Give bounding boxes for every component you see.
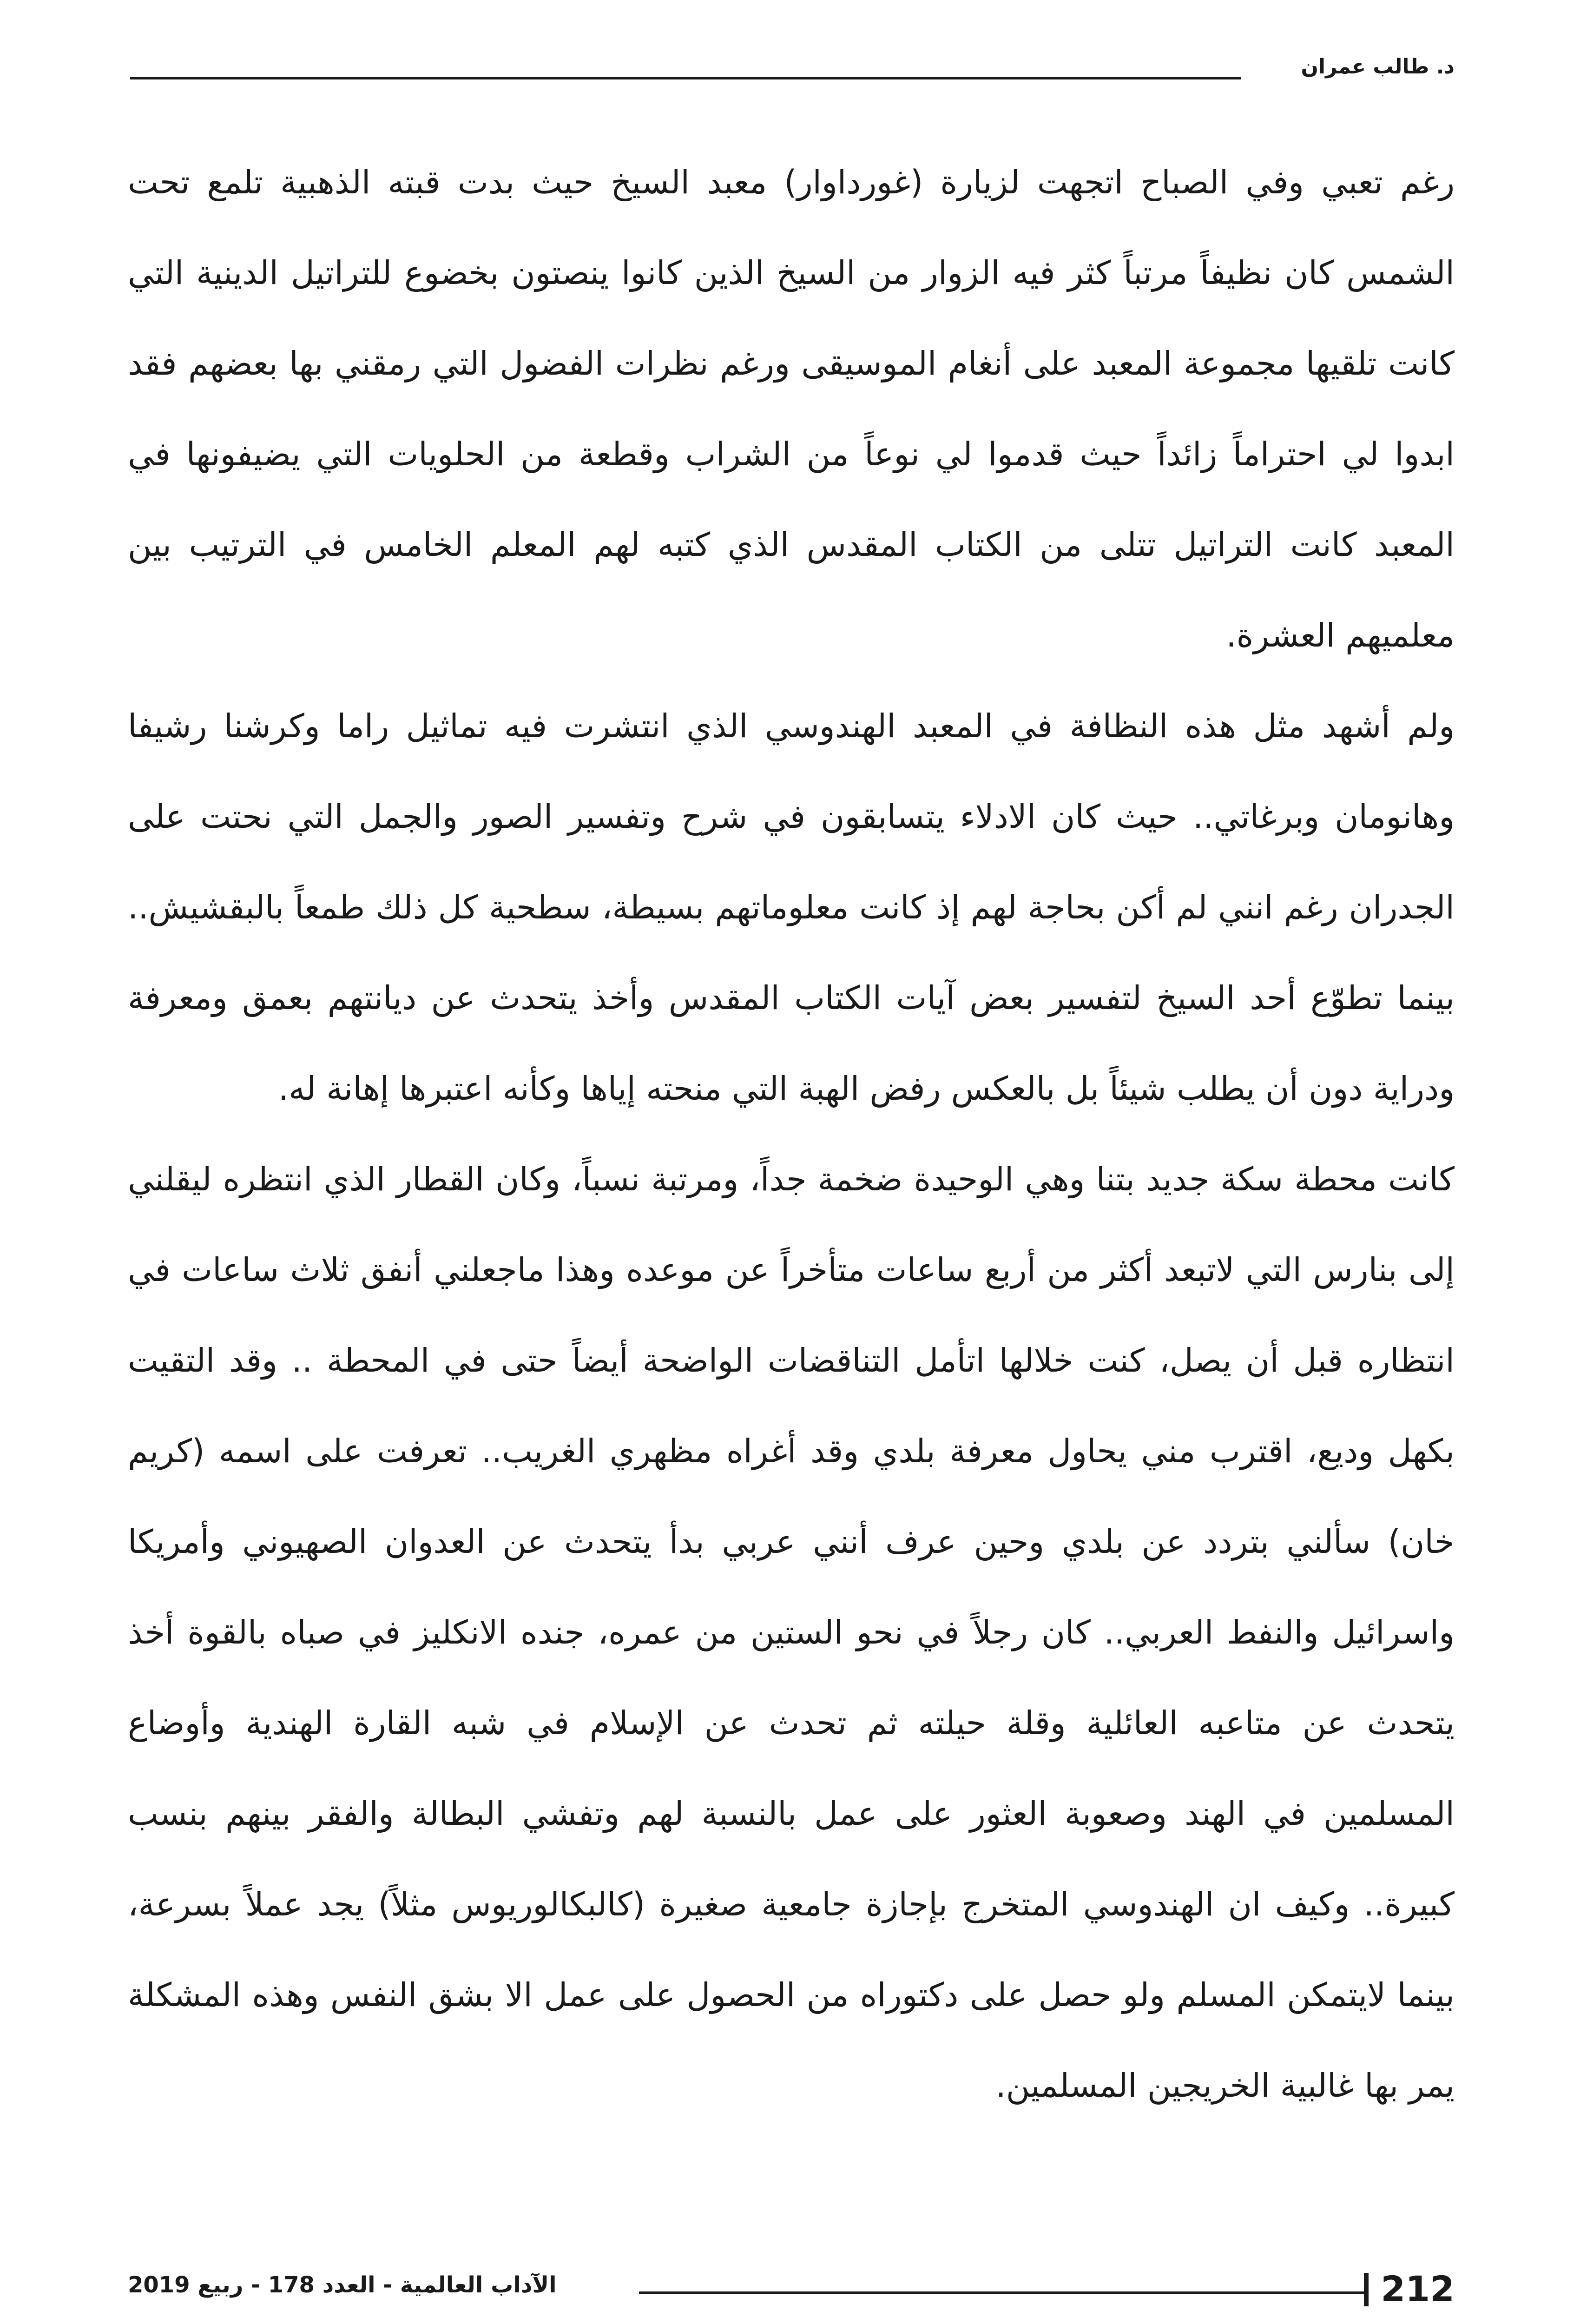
paragraph-1: رغم تعبي وفي الصباح اتجهت لزيارة (غورداوار) معبد السيخ حيث بدت قبته الذهبية تلمع تحت الشمس كان نظيفاً مرتباً كثر فيه الزوار من السيخ الذين كانوا ينصتون بخضوع للتراتيل الدينية التي كانت تلقيها مجموعة المعبد على أنغام الموسيقى ورغم نظرات الفضول التي رمقني بها بعضهم فقد ابدوا لي احتراماً زائداً حيث قدموا لي نوعاً من الشراب وقطعة من الحلويات التي يضيفونها في المعبد كانت التراتيل تتلى من الكتاب المقدس الذي كتبه لهم المعلم الخامس في الترتيب بين معلميهم العشرة. — [128, 163, 1455, 654]
header-rule — [130, 77, 1241, 79]
page-number-bar — [1364, 2273, 1369, 2306]
paragraph-3: كانت محطة سكة جديد بتنا وهي الوحيدة ضخمة جداً، ومرتبة نسباً، وكان القطار الذي انتظره ليقلني إلى بنارس التي لاتبعد أكثر من أربع ساعات متأخراً عن موعده وهذا ماجعلني أنفق ثلاث ساعات في انتظاره قبل أن يصل، كنت خلالها اتأمل التناقضات الواضحة أيضاً حتى في المحطة .. وقد التقيت بكهل وديع، اقترب مني يحاول معرفة بلدي وقد أغراه مظهري الغريب.. تعرفت على اسمه (كريم خان) سألني بتردد عن بلدي وحين عرف أنني عربي بدأ يتحدث عن العدوان الصهيوني وأمريكا واسرائيل والنفط العربي.. كان رجلاً في نحو الستين من عمره، جنده الانكليز في صباه بالقوة أخذ يتحدث عن متاعبه العائلية وقلة حيلته ثم تحدث عن الإسلام في شبه القارة الهندية وأوضاع المسلمين في الهند وصعوبة العثور على عمل بالنسبة لهم وتفشي البطالة والفقر بينهم بنسب كبيرة.. وكيف ان الهندوسي المتخرج بإجازة جامعية صغيرة (كالبكالوريوس مثلاً) يجد عملاً بسرعة، بينما لايتمكن المسلم ولو حصل على دكتوراه من الحصول على عمل الا بشق النفس وهذه المشكلة يمر بها غالبية الخريجين المسلمين. — [128, 1160, 1455, 2105]
journal-issue-info: الآداب العالمية - العدد 178 - ربيع 2019 — [128, 2272, 557, 2298]
footer-rule — [639, 2291, 1364, 2294]
article-body — [128, 137, 1455, 2192]
page-number: 212 — [1381, 2268, 1455, 2310]
paragraph-2: ولم أشهد مثل هذه النظافة في المعبد الهندوسي الذي انتشرت فيه تماثيل راما وكرشنا رشيفا وهانومان وبرغاتي.. حيث كان الادلاء يتسابقون في شرح وتفسير الصور والجمل التي نحتت على الجدران رغم انني لم أكن بحاجة لهم إذ كانت معلوماتهم بسيطة، سطحية كل ذلك طمعاً بالبقشيش.. بينما تطوّع أحد السيخ لتفسير بعض آيات الكتاب المقدس وأخذ يتحدث عن ديانتهم بعمق ومعرفة ودراية دون أن يطلب شيئاً بل بالعكس رفض الهبة التي منحته إياها وكأنه اعتبرها إهانة له. — [128, 707, 1455, 1108]
author-name: د. طالب عمران — [1301, 55, 1455, 79]
page-footer — [128, 2268, 1455, 2315]
running-header — [130, 55, 1455, 87]
